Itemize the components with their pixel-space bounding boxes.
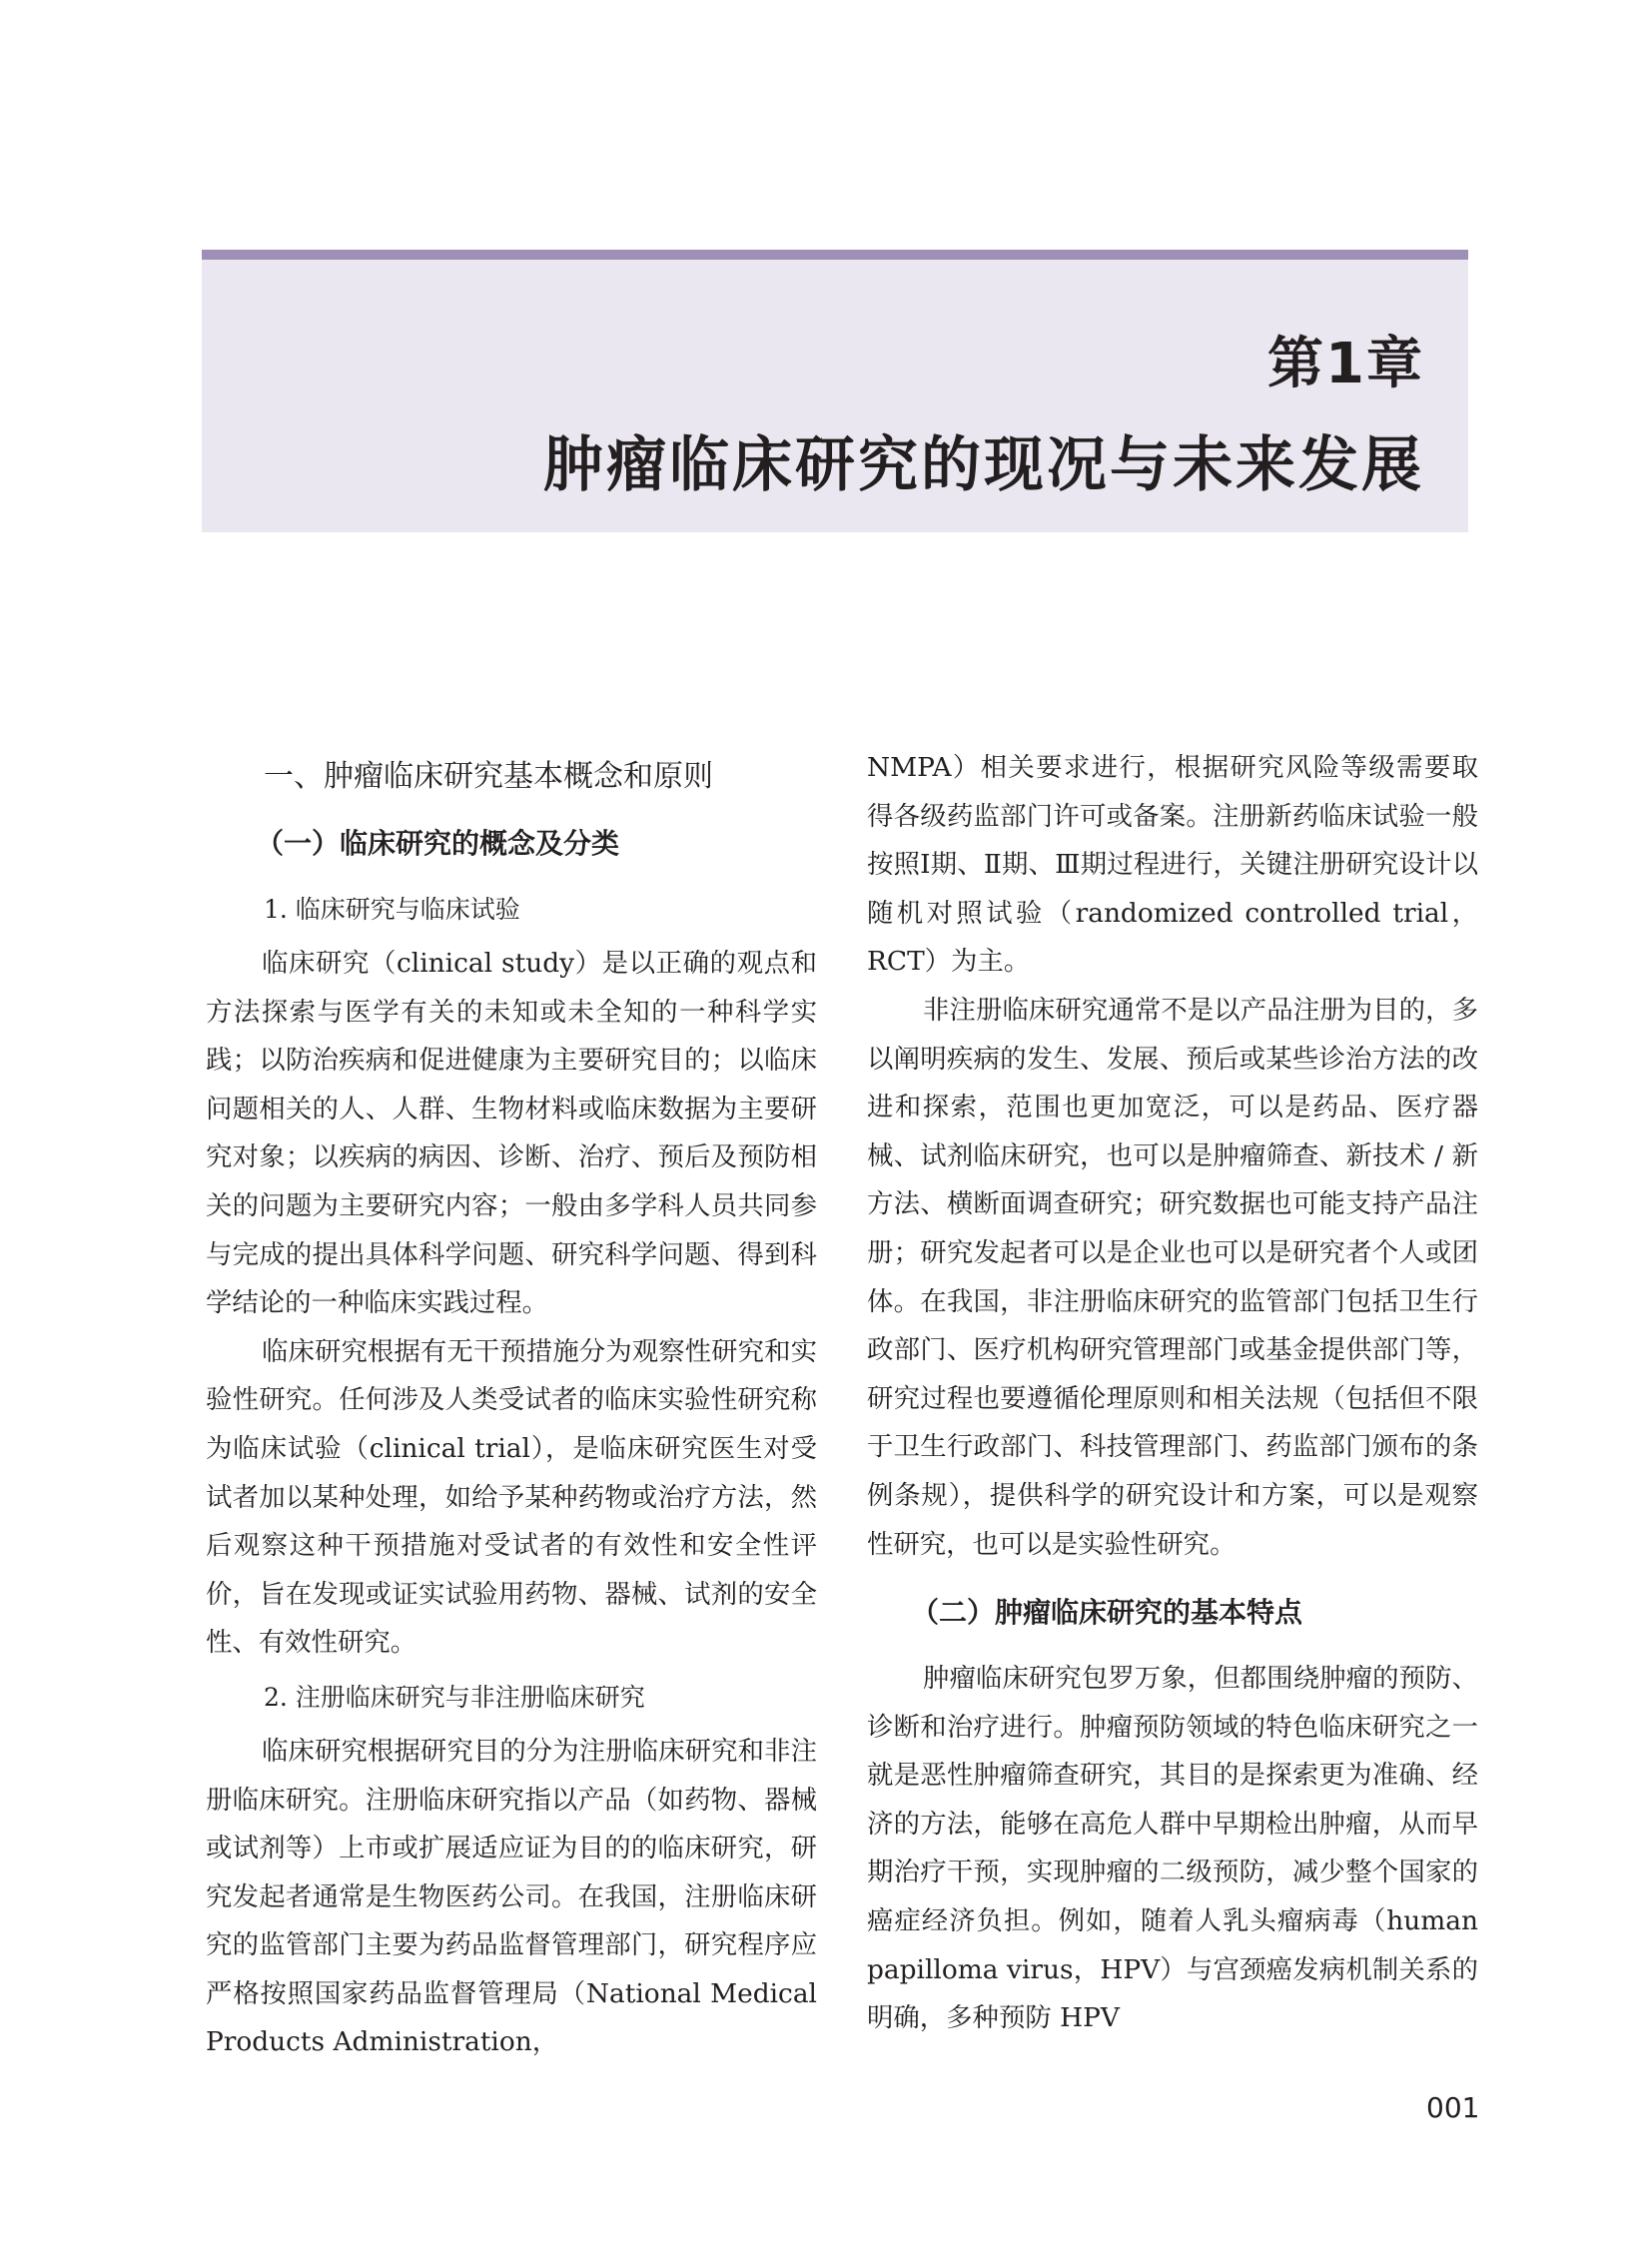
section-heading: 一、肿瘤临床研究基本概念和原则 xyxy=(264,759,713,794)
left-column xyxy=(206,744,817,2067)
paragraph: 肿瘤临床研究包罗万象，但都围绕肿瘤的预防、诊断和治疗进行。肿瘤预防领域的特色临床研究之一就是恶性肿瘤筛查研究，其目的是探索更为准确、经济的方法，能够在高危人群中早期检出肿瘤，从而早期治疗干预，实现肿瘤的二级预防，减少整个国家的癌症经济负担。例如，随着人乳头瘤病毒（human papilloma virus，HPV）与宫颈癌发病机制关系的明确，多种预防 HPV xyxy=(867,1663,1478,2034)
paragraph: 临床研究（clinical study）是以正确的观点和方法探索与医学有关的未知或未全知的一种科学实践；以防治疾病和促进健康为主要研究目的；以临床问题相关的人、人群、生物材料或临床数据为主要研究对象；以疾病的病因、诊断、治疗、预后及预防相关的问题为主要研究内容；一般由多学科人员共同参与完成的提出具体科学问题、研究科学问题、得到科学结论的一种临床实践过程。 xyxy=(206,948,817,1319)
subsection-heading-2: （二）肿瘤临床研究的基本特点 xyxy=(911,1596,1303,1630)
chapter-title: 肿瘤临床研究的现况与未来发展 xyxy=(543,430,1424,500)
subsection-heading-1: （一）临床研究的概念及分类 xyxy=(256,827,620,860)
item-heading-1: 1. 临床研究与临床试验 xyxy=(264,895,520,924)
paragraph: 临床研究根据研究目的分为注册临床研究和非注册临床研究。注册临床研究指以产品（如药物、器械或试剂等）上市或扩展适应证为目的的临床研究，研究发起者通常是生物医药公司。在我国，注册临床研究的监管部门主要为药品监督管理部门，研究程序应严格按照国家药品监督管理局（National Medical Products Administration， xyxy=(206,1735,817,2058)
paragraph: 临床研究根据有无干预措施分为观察性研究和实验性研究。任何涉及人类受试者的临床实验性研究称为临床试验（clinical trial），是临床研究医生对受试者加以某种处理，如给予某种药物或治疗方法，然后观察这种干预措施对受试者的有效性和安全性评价，旨在发现或证实试验用药物、器械、试剂的安全性、有效性研究。 xyxy=(206,1335,817,1659)
right-column xyxy=(867,744,1478,2043)
chapter-header xyxy=(202,250,1468,532)
item-heading-2: 2. 注册临床研究与非注册临床研究 xyxy=(264,1682,645,1712)
paragraph-continued: NMPA）相关要求进行，根据研究风险等级需要取得各级药监部门许可或备案。注册新药临床试验一般按照Ⅰ期、Ⅱ期、Ⅲ期过程进行，关键注册研究设计以随机对照试验（randomized controlled trial，RCT）为主。 xyxy=(867,752,1478,978)
chapter-number: 第1章 xyxy=(1267,332,1424,396)
paragraph: 非注册临床研究通常不是以产品注册为目的，多以阐明疾病的发生、发展、预后或某些诊治方法的改进和探索，范围也更加宽泛，可以是药品、医疗器械、试剂临床研究，也可以是肿瘤筛查、新技术 / 新方法、横断面调查研究；研究数据也可能支持产品注册；研究发起者可以是企业也可以是研究者个人或团体。在我国，非注册临床研究的监管部门包括卫生行政部门、医疗机构研究管理部门或基金提供部门等，研究过程也要遵循伦理原则和相关法规（包括但不限于卫生行政部门、科技管理部门、药监部门颁布的条例条规），提供科学的研究设计和方案，可以是观察性研究，也可以是实验性研究。 xyxy=(867,994,1478,1560)
page-number: 001 xyxy=(1426,2091,1480,2124)
